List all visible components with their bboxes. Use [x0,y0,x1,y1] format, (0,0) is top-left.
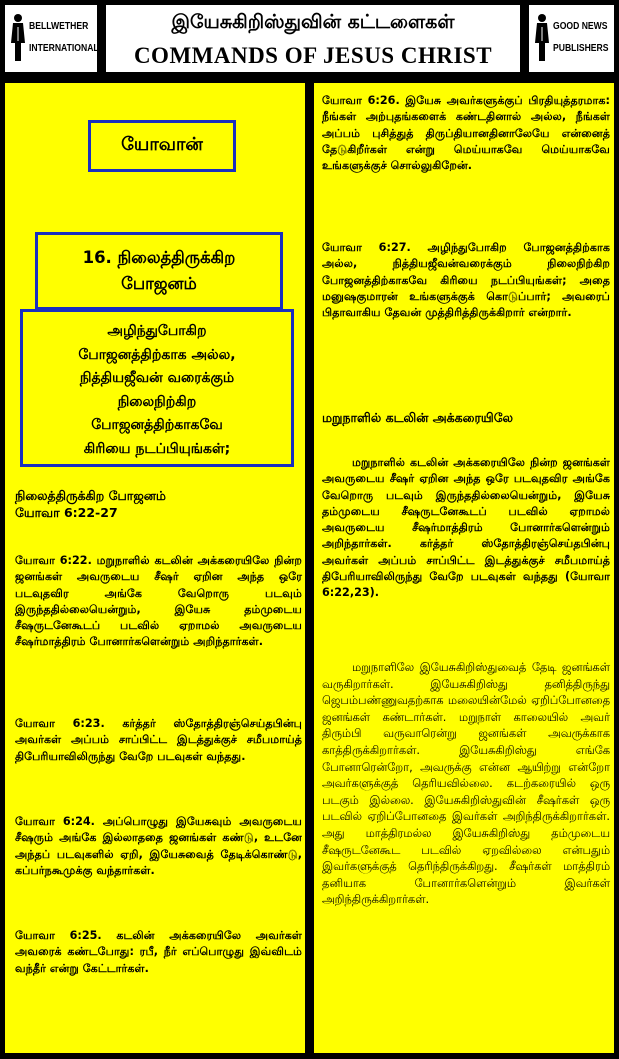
verse-6-24: யோவா 6:24. அப்பொழுது இயேசுவும் அவருடைய சீஷரும் அங்கே இல்லாததை ஜனங்கள் கண்டு, உடனே அந்தப் படவுகளில் ஏறி, இயேசுவைத் தேடிக்கொண்டு, கப்பர்நகூமுக்கு வந்தார்கள். [15,815,302,877]
book-box [88,120,236,172]
right-column [311,80,617,1056]
verse-6-23: யோவா 6:23. கர்த்தர் ஸ்தோத்திரஞ்செய்தபின்பு அவர்கள் அப்பம் சாப்பிட்ட இடத்துக்குச் சமீபமாய்த் திபேரியாவிலிருந்து வேறே படவுகள் வந்தது. [15,717,302,763]
verse-6-27: யோவா 6:27. அழிந்துபோகிற போஜனத்திற்காக அல்ல, நித்தியஜீவன்வரைக்கும் நிலைநிற்கிற போஜனத்திற்காகவே கிரியை நடப்பியுங்கள்; அதை மனுஷகுமாரன் உங்களுக்குக் கொடுப்பார்; அவரைப் பிதாவாகிய தேவன் முத்திரித்திருக்கிறார் என்றார். [322,241,610,320]
commentary-paragraph: மறுநாளிலே இயேசுகிறிஸ்துவைத் தேடி ஜனங்கள் வருகிறார்கள். இயேசுகிறிஸ்து தனித்திருந்து ஜெபம்பண்ணுவதற்காக மலையின்மேல் ஏறிப்போனதை ஜனங்கள் கண்டார்கள். மறுநாள் காலையில் அவர் திரும்பி வருவாரென்று ஜனங்கள் அவருக்காக காத்திருக்கிறார்கள். இயேசுகிறிஸ்து எங்கே போனாரென்றோ, அவருக்கு என்ன ஆயிற்று என்றோ அவர்களுக்குத் தெரியவில்லை. கடற்கரையில் ஒரு படகும் இல்லை. இயேசுகிறிஸ்துவின் சீஷர்கள் ஒரு படவில் ஏறிப்போனதை இவர்கள் அறிந்திருக்கிறார்கள். அது மாத்திரமல்ல இயேசுகிறிஸ்து தம்முடைய சீஷருடனேகூட படவில் ஏறவில்லை என்பதும் இவர்களுக்குத் தெரிந்திருக்கிறது. சீஷர்கள் மாத்திரம் தனியாக போனார்களென்றும் இவர்கள் அறிந்திருக்கிறார்கள். [322,660,610,907]
verse-6-22: யோவா 6:22. மறுநாளில் கடலின் அக்கரையிலே நின்ற ஜனங்கள் அவருடைய சீஷர் ஏறின அந்த ஒரே படவுதவிர அங்கே வேறொரு படவும் இருந்ததில்லையென்றும், இயேசு தம்முடைய சீஷருடனேகூடப் படவில் ஏறாமல் அவருடைய சீஷர்மாத்திரம் போனார்களென்றும் அறிந்தார்கள். [15,554,302,649]
bellwether-logo [2,2,100,75]
chapter-line2: போஜனம் [121,274,197,293]
right-heading: மறுநாளில் கடலின் அக்கரையிலே [322,410,514,425]
verse-6-26: யோவா 6:26. இயேசு அவர்களுக்குப் பிரதியுத்தரமாக: நீங்கள் அற்புதங்களைக் கண்டதினால் அல்ல, நீங்கள் அப்பம் புசித்துத் திருப்தியானதினாலேயே என்னைத் தேடுகிறீர்கள் என்று மெய்யாகவே மெய்யாகவே உங்களுக்குச் சொல்லுகிறேன். [322,94,610,173]
header-title-box [103,2,523,75]
section-title-line1: நிலைத்திருக்கிற போஜனம் [15,488,166,503]
key-verse-line: போஜனத்திற்காகவே [91,417,223,433]
chapter-box [35,232,283,310]
key-verse-line: நிலைநிற்கிற [117,393,197,410]
indent-paragraph: மறுநாளில் கடலின் அக்கரையிலே நின்ற ஜனங்கள் அவருடைய சீஷர் ஏறின அந்த ஒரே படவுதவிர அங்கே வேறொரு படவும் இருந்ததில்லையென்றும், இயேசு தம்முடைய சீஷருடனேகூடப் படவில் ஏறாமல் அவருடைய சீஷர்மாத்திரம் போனார்களென்றும் அறிந்தார்கள். கர்த்தர் ஸ்தோத்திரஞ்செய்தபின்பு அவர்கள் அப்பம் சாப்பிட்ட இடத்துக்குச் சமீபமாய்த் திபேரியாவிலிருந்து வேறே படவுகள் வந்தது (யோவா 6:22,23). [322,456,610,600]
chapter-line1: 16. நிலைத்திருக்கிற [82,248,236,267]
verse-6-25: யோவா 6:25. கடலின் அக்கரையிலே அவர்கள் அவரைக் கண்டபோது: ரபீ, நீர் எப்பொழுது இவ்விடம் வந்தீர் என்று கேட்டார்கள். [15,929,302,975]
key-verse-line: போஜனத்திற்காக அல்ல, [78,346,236,363]
key-verse-line: அழிந்துபோகிற [107,323,207,339]
logo-right-line1: GOOD NEWS [553,20,608,32]
key-verse-box [20,309,294,467]
logo-left-line2: INTERNATIONAL [29,42,99,54]
bellwether-figure-icon [9,13,27,63]
key-verse-line: கிரியை நடப்பியுங்கள்; [83,440,231,457]
title-english: COMMANDS OF JESUS CHRIST [133,43,493,68]
section-title-line2: யோவா 6:22-27 [15,505,118,520]
key-verse-text [23,320,291,461]
section-title [15,487,166,521]
goodnews-logo [526,2,617,75]
book-title: யோவான் [121,134,203,155]
left-column [2,80,308,1056]
goodnews-figure-icon [533,13,551,63]
key-verse-line: நித்தியஜீவன் வரைக்கும் [79,370,235,386]
logo-left-line1: BELLWETHER [29,20,89,32]
title-tamil: இயேசுகிறிஸ்துவின் கட்டளைகள் [171,11,455,33]
logo-right-line2: PUBLISHERS [553,42,609,54]
